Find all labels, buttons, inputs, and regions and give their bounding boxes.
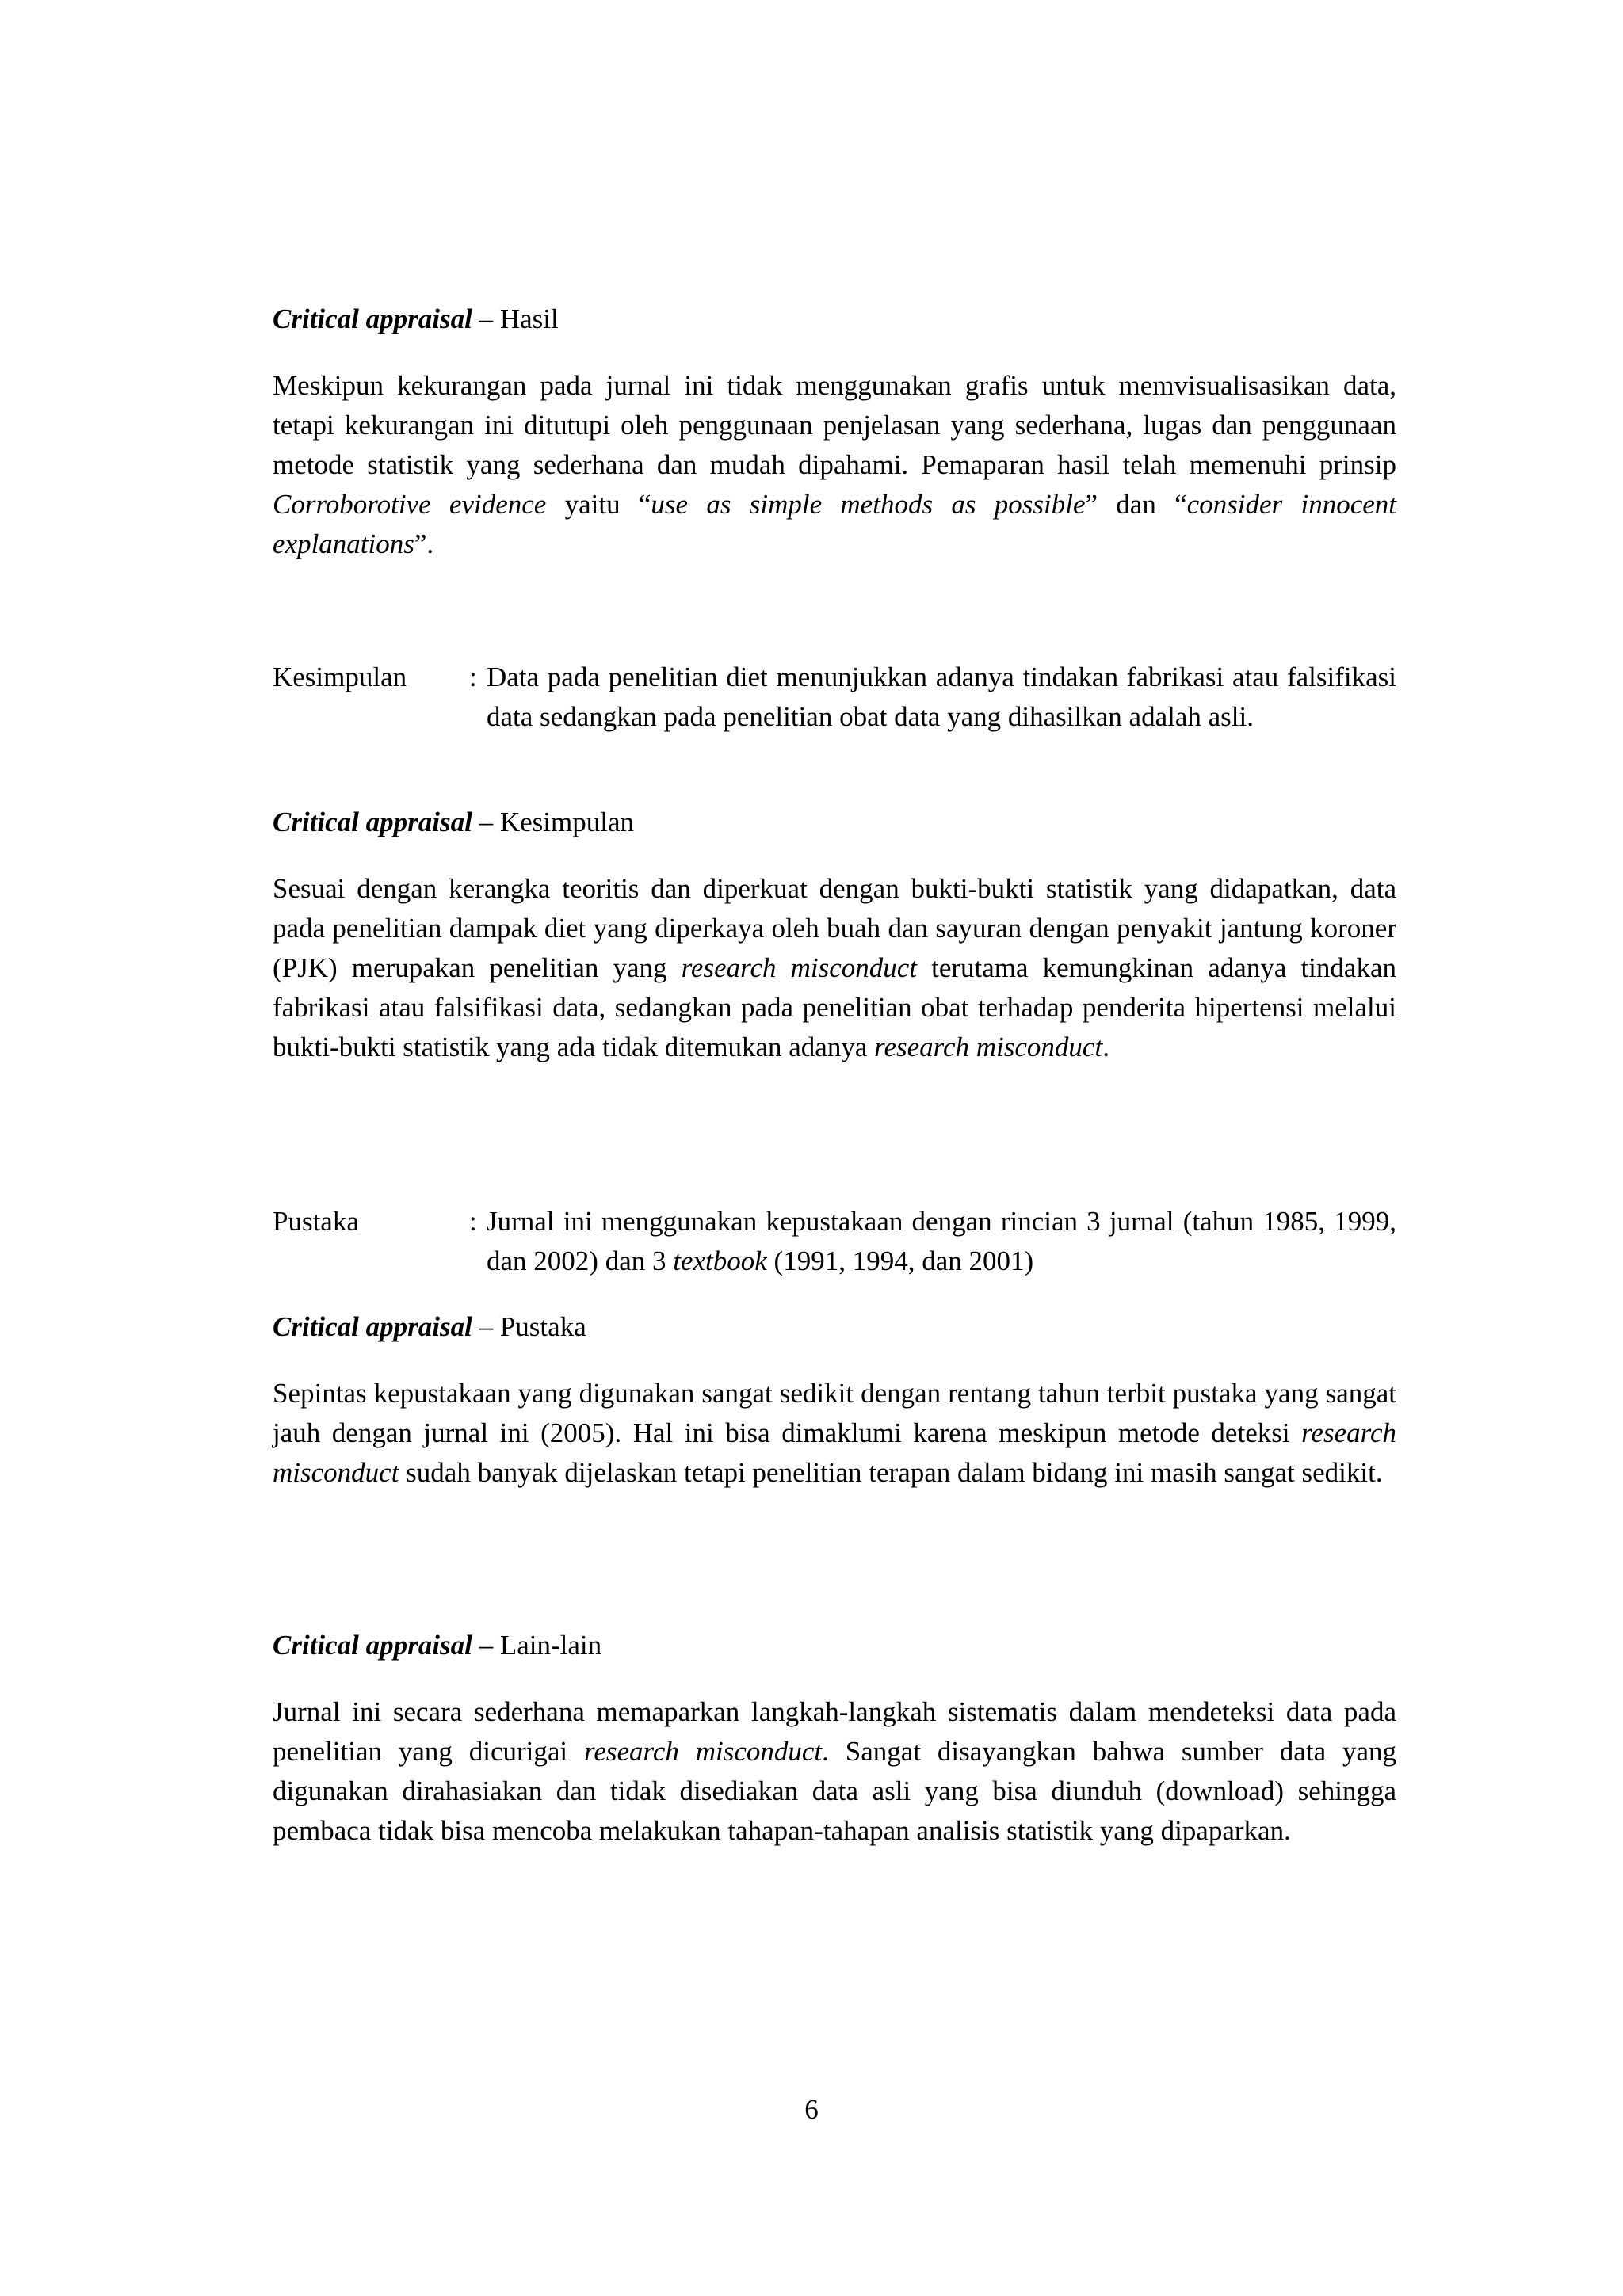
text-run: Jurnal ini secara sederhana memaparkan langkah-langkah sistematis dalam mendeteksi data pada penelitian yang dicurigai bbox=[273, 1696, 1396, 1767]
text-run: Sepintas kepustakaan yang digunakan sangat sedikit dengan rentang tahun terbit pustaka yang sangat jauh dengan jurnal ini (2005). Hal ini bisa dimaklumi karena meskipun metode deteksi bbox=[273, 1378, 1396, 1448]
text-run: sudah banyak dijelaskan tetapi penelitian terapan dalam bidang ini masih sangat sedikit. bbox=[399, 1457, 1383, 1488]
text-run: . bbox=[1102, 1032, 1109, 1062]
pustaka-label: Pustaka bbox=[273, 1206, 359, 1237]
page-number: 6 bbox=[804, 2094, 819, 2125]
text-run: Jurnal ini menggunakan kepustakaan dengan rincian 3 jurnal (tahun 1985, 1999, dan 2002) dan 3 bbox=[487, 1206, 1396, 1276]
heading-lain-lain bbox=[273, 1626, 1396, 1665]
text-run: Sesuai dengan kerangka teoritis dan diperkuat dengan bukti-bukti statistik yang didapatkan, data pada penelitian dampak diet yang diperkaya oleh buah dan sayuran dengan penyakit jantung koroner (PJK) merupakan penelitian yang bbox=[273, 873, 1396, 983]
italic-run: research misconduct bbox=[681, 952, 917, 983]
heading-suffix: – Lain-lain bbox=[472, 1630, 602, 1661]
pustaka-item bbox=[273, 1202, 1396, 1281]
italic-run: consider innocent explanations bbox=[273, 489, 1396, 559]
kesimpulan-label: Kesimpulan bbox=[273, 662, 407, 692]
text-run: . Sangat disayangkan bahwa sumber data yang digunakan dirahasiakan dan tidak disediakan data asli yang bisa diunduh (download) sehingga pembaca tidak bisa mencoba melakukan tahapan-tahapan analisis statistik yang dipaparkan. bbox=[273, 1736, 1396, 1846]
text-run: Data pada penelitian diet menunjukkan adanya tindakan fabrikasi atau falsifikasi data sedangkan pada penelitian obat data yang dihasilkan adalah asli. bbox=[487, 662, 1396, 732]
italic-run: research misconduct bbox=[584, 1736, 823, 1767]
text-run: Meskipun kekurangan pada jurnal ini tidak menggunakan grafis untuk memvisualisasikan data, tetapi kekurangan ini ditutupi oleh penggunaan penjelasan yang sederhana, lugas dan penggunaan metode statistik yang sederhana dan mudah dipahami. Pemaparan hasil telah memenuhi prinsip bbox=[273, 370, 1396, 480]
heading-emphasis: Critical appraisal bbox=[273, 1311, 472, 1342]
section-hasil bbox=[273, 299, 1396, 564]
italic-run: research misconduct bbox=[874, 1032, 1103, 1062]
pustaka-colon: : bbox=[469, 1206, 477, 1237]
text-run: ” dan “ bbox=[1085, 489, 1187, 520]
paragraph-kesimpulan bbox=[273, 869, 1396, 1067]
heading-pustaka bbox=[273, 1307, 1396, 1347]
kesimpulan-value bbox=[487, 658, 1396, 737]
heading-suffix: – Pustaka bbox=[472, 1311, 586, 1342]
italic-run: textbook bbox=[673, 1245, 767, 1276]
pustaka-value bbox=[487, 1202, 1396, 1281]
text-run: (1991, 1994, dan 2001) bbox=[766, 1245, 1034, 1276]
paragraph-pustaka bbox=[273, 1374, 1396, 1493]
kesimpulan-colon: : bbox=[469, 662, 477, 692]
italic-run: use as simple methods as possible bbox=[651, 489, 1086, 520]
kesimpulan-item bbox=[273, 658, 1396, 737]
heading-emphasis: Critical appraisal bbox=[273, 1630, 472, 1661]
text-run: terutama kemungkinan adanya tindakan fabrikasi atau falsifikasi data, sedangkan pada penelitian obat terhadap penderita hipertensi melalui bukti-bukti statistik yang ada tidak ditemukan adanya bbox=[273, 952, 1396, 1062]
heading-suffix: – Hasil bbox=[472, 303, 559, 334]
section-pustaka bbox=[273, 1307, 1396, 1493]
italic-run: research misconduct bbox=[273, 1417, 1396, 1488]
text-run: yaitu “ bbox=[546, 489, 651, 520]
heading-kesimpulan bbox=[273, 803, 1396, 842]
paragraph-hasil bbox=[273, 366, 1396, 564]
paragraph-lain-lain bbox=[273, 1692, 1396, 1851]
italic-run: Corroborotive evidence bbox=[273, 489, 547, 520]
heading-emphasis: Critical appraisal bbox=[273, 303, 472, 334]
section-lain-lain bbox=[273, 1626, 1396, 1851]
heading-emphasis: Critical appraisal bbox=[273, 807, 472, 837]
section-kesimpulan bbox=[273, 803, 1396, 1067]
heading-suffix: – Kesimpulan bbox=[472, 807, 634, 837]
text-run: ”. bbox=[414, 528, 434, 559]
heading-hasil bbox=[273, 299, 1396, 339]
